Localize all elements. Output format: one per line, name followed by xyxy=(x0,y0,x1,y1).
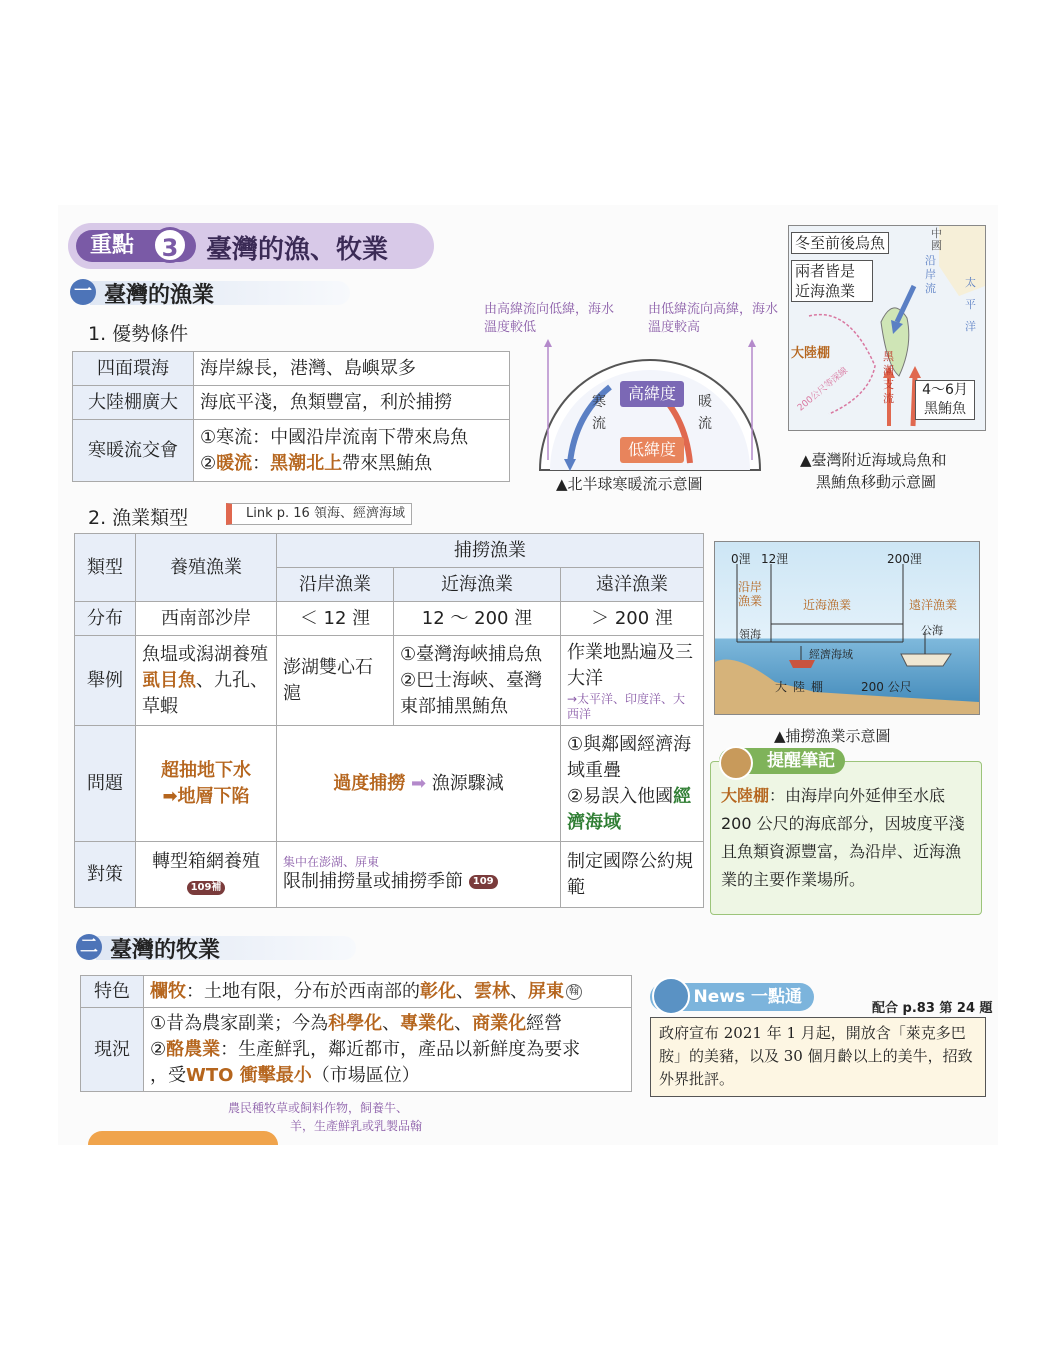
col-header-type: 類型 xyxy=(75,534,136,602)
key-point-pill: 重點 xyxy=(76,230,196,262)
nearshore-zone-label: 近海漁業 xyxy=(803,598,852,612)
section-title: 臺灣的漁業 xyxy=(104,283,215,308)
row-header-problems: 問題 xyxy=(75,726,136,842)
row-header-features: 特色 xyxy=(81,976,144,1008)
section-number: 二 xyxy=(76,934,102,960)
news-body: 政府宣布 2021 年 1 月起，開放含「萊克多巴胺」的美豬，以及 30 個月齡以上的美牛，招致外界批評。 xyxy=(650,1017,986,1097)
zero-mile-label: 0浬 xyxy=(731,552,751,566)
cold-current-note: 由高緯流向低緯，海水溫度較低 xyxy=(484,302,615,335)
section-ranching xyxy=(76,932,376,962)
col-header-aquaculture: 養殖漁業 xyxy=(136,534,277,602)
row-header-solutions: 對策 xyxy=(75,842,136,908)
textbook-page xyxy=(58,205,998,1145)
adv-label: 四面環海 xyxy=(73,352,194,386)
coastal-current-label: 沿岸流 xyxy=(925,254,936,295)
map-caption-2: 黑鮪魚移動示意圖 xyxy=(816,473,937,491)
eez-label: 經濟海域 xyxy=(809,648,853,661)
mullet-note: 冬至前後烏魚 xyxy=(791,232,889,254)
adv-value: ①寒流：中國沿岸流南下帶來烏魚 ②暖流：黑潮北上帶來黑鮪魚 xyxy=(194,420,510,482)
key-point-header xyxy=(68,223,434,269)
kuroshio-label: 黑潮支流 xyxy=(883,350,894,405)
monkey-icon xyxy=(719,746,753,780)
coastal-zone-label: 沿岸漁業 xyxy=(738,580,763,608)
section-number: 一 xyxy=(70,279,96,305)
tuna-season-note: 4～6月黑鮪魚 xyxy=(915,380,975,420)
news-box xyxy=(650,977,993,1097)
section-title: 臺灣的牧業 xyxy=(110,938,221,963)
reminder-title: 提醒筆記 xyxy=(719,748,845,774)
adv-label: 寒暖流交會 xyxy=(73,420,194,482)
nearshore-note: 兩者皆是近海漁業 xyxy=(791,260,873,302)
low-latitude-label: 低緯度 xyxy=(620,437,684,463)
advantages-table xyxy=(72,351,510,482)
col-header-distant: 遠洋漁業 xyxy=(561,568,704,602)
row-header-distribution: 分布 xyxy=(75,602,136,636)
map-caption-1: ▲臺灣附近海域烏魚和 xyxy=(800,451,947,469)
bear-mascot-icon xyxy=(652,977,690,1015)
warm-current-note: 由低緯流向高緯，海水溫度較高 xyxy=(648,302,779,335)
taiwan-fish-map xyxy=(788,225,986,431)
high-seas-label: 公海 xyxy=(921,624,943,637)
advantages-title: 1. 優勢條件 xyxy=(88,323,189,345)
news-reference: 配合 p.83 第 24 題 xyxy=(872,1001,993,1016)
link-reference[interactable]: Link p. 16 領海、經濟海域 xyxy=(226,503,412,525)
two-hundred-mile-label: 200浬 xyxy=(887,552,922,566)
dairy-note-1: 農民種牧草或飼料作物，飼養牛、 xyxy=(228,1101,409,1115)
col-header-coastal: 沿岸漁業 xyxy=(277,568,394,602)
twelve-mile-label: 12浬 xyxy=(761,552,789,566)
reminder-note xyxy=(710,751,982,915)
section-fishery xyxy=(70,277,370,307)
key-point-number: 3 xyxy=(152,227,188,263)
adv-value: 海岸線長，港灣、島嶼眾多 xyxy=(194,352,510,386)
china-label: 中國 xyxy=(931,227,942,252)
news-title: News 一點通 xyxy=(650,983,814,1011)
territorial-sea-label: 領海 xyxy=(739,628,761,641)
ranching-table: 特色 欄牧：土地有限，分布於西南部的彰化、雲林、屏東 翰 現況 ①昔為農家副業；今為科學化、專業化、商業化經營 ②酪農業：生產鮮乳，鄰近都市，產品以新鮮度為要求 ，受WTO 衝擊最小（市場區位） xyxy=(80,975,632,1092)
col-header-nearshore: 近海漁業 xyxy=(394,568,561,602)
pacific-label: 太平洋 xyxy=(965,276,976,333)
next-section-tab xyxy=(88,1131,278,1145)
cold-current-label: 寒流 xyxy=(592,394,606,432)
depth-label: 200 公尺 xyxy=(861,680,912,694)
fishing-zone-caption: ▲捕撈漁業示意圖 xyxy=(774,727,891,745)
col-header-capture: 捕撈漁業 xyxy=(277,534,704,568)
fishing-zone-diagram xyxy=(714,541,980,715)
warm-current-label: 暖流 xyxy=(698,394,712,432)
shelf-label: 大陸棚 xyxy=(791,346,831,361)
page-title: 臺灣的漁、牧業 xyxy=(206,235,389,265)
row-header-status: 現況 xyxy=(81,1008,144,1092)
types-title: 2. 漁業類型 xyxy=(88,507,189,529)
adv-value: 海底平淺，魚類豐富，利於捕撈 xyxy=(194,386,510,420)
reminder-body: 大陸棚：由海岸向外延伸至水底 200 公尺的海底部分，因坡度平淺且魚類資源豐富，為沿岸、近海漁業的主要作業場所。 xyxy=(721,786,965,889)
adv-label: 大陸棚廣大 xyxy=(73,386,194,420)
depth-contour-label: 200公尺等深線 xyxy=(796,365,851,414)
current-diagram xyxy=(484,295,782,495)
current-diagram-caption: ▲北半球寒暖流示意圖 xyxy=(556,475,703,493)
high-latitude-label: 高緯度 xyxy=(620,381,684,407)
dairy-note-2: 羊，生產鮮乳或乳製品翰 xyxy=(290,1119,423,1133)
fishery-types-table: 類型 養殖漁業 捕撈漁業 沿岸漁業 近海漁業 遠洋漁業 分布 西南部沙岸 ＜ 12 浬 12 ～ 200 浬 ＞ 200 浬 舉例 魚塭或潟湖養殖虱目魚、九孔、草蝦 澎湖雙心石滬 ①臺灣海峽捕烏魚 ②巴士海峽、臺灣東部捕黑鮪魚 作業地點遍及三大洋 →太平洋、印度洋、大西洋 問題 超抽地下水 ➡地層下陷 過度捕撈 ➡ 漁源驟減 ①與鄰國經濟海域重疊 ②易誤入他國經濟海域 對策 轉型箱網養殖 109補 集中在澎湖、屏東 限制捕撈量或捕撈季節 109 制定國際公約規範 xyxy=(74,533,704,908)
continental-shelf-label: 大陸棚 xyxy=(775,680,830,694)
distant-zone-label: 遠洋漁業 xyxy=(909,598,958,612)
row-header-examples: 舉例 xyxy=(75,636,136,726)
